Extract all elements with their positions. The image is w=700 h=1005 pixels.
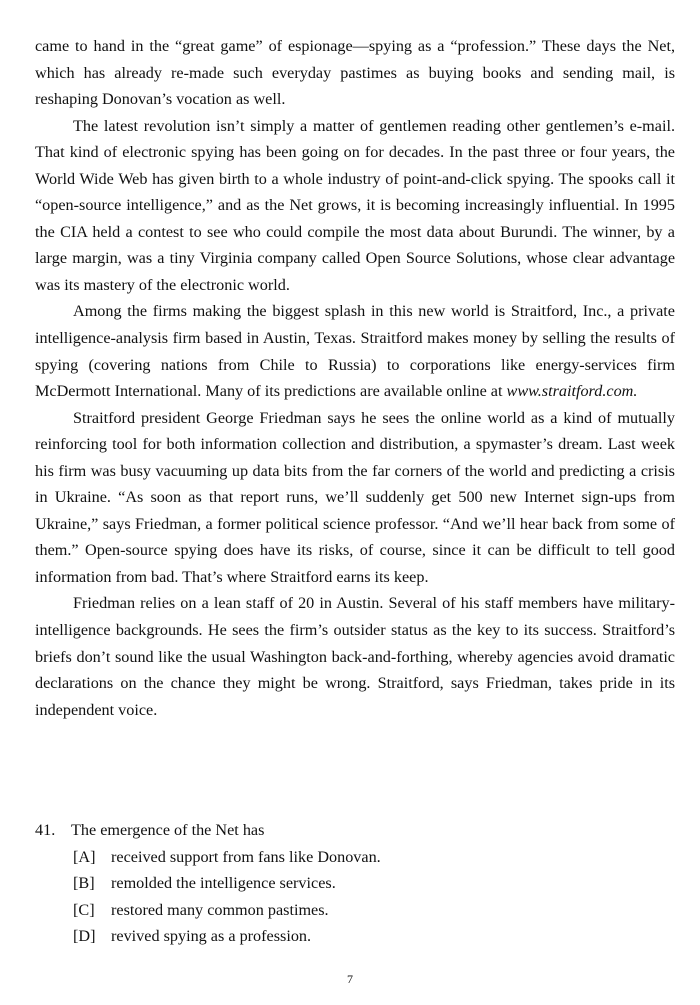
passage-paragraph-3 [35,298,675,404]
paragraph-text: Friedman relies on a lean staff of 20 in Austin. Several of his staff members have military-intelligence backgrounds. He sees the firm’s outsider status as the key to its success. Straitford’s briefs don’t sound like the usual Washington back-and-forthing, whereby agencies avoid dramatic declarations on the chance they might be wrong. Straitford, says Friedman, takes pride in its independent voice. [35,594,675,719]
answer-option-b [35,870,675,897]
question-stem-text: The emergence of the Net has [71,821,265,839]
page-number: 7 [347,972,353,986]
answer-option-a [35,844,675,871]
passage-paragraph-4 [35,405,675,591]
option-letter: [B] [73,874,95,892]
paragraph-text: The latest revolution isn’t simply a matter of gentlemen reading other gentlemen’s e-mail. That kind of electronic spying has been going on for decades. In the past three or four years, the World Wide Web has given birth to a whole industry of point-and-click spying. The spooks call it “open-source intelligence,” and as the Net grows, it is becoming increasingly influential. In 1995 the CIA held a contest to see who could compile the most data about Burundi. The winner, by a large margin, was a tiny Virginia company called Open Source Solutions, whose clear advantage was its mastery of the electronic world. [35,116,675,294]
paragraph-text: came to hand in the “great game” of espionage—spying as a “profession.” These days the Net, which has already re-made such everyday pastimes as buying books and sending mail, is reshaping Donovan’s vocation as well. [35,37,675,109]
answer-options [35,844,675,950]
option-letter: [D] [73,927,96,945]
paragraph-text: Among the firms making the biggest splash in this new world is Straitford, Inc., a private intelligence-analysis firm based in Austin, Texas. Straitford makes money by selling the results of spying (covering nations from Chile to Russia) to corporations like energy-services firm McDermott International. Many of its predictions are available online at [35,302,675,401]
answer-option-c [35,897,675,924]
passage-paragraph-5 [35,590,675,723]
option-text: received support from fans like Donovan. [111,847,381,866]
option-text: restored many common pastimes. [111,900,329,919]
option-text: remolded the intelligence services. [111,874,336,892]
reading-passage [35,33,675,723]
question-number: 41. [35,821,56,839]
question-41 [35,817,675,950]
option-letter: [A] [73,847,96,866]
paragraph-text: Straitford president George Friedman says he sees the online world as a kind of mutually reinforcing tool for both information collection and distribution, a spymaster’s dream. Last week his firm was busy vacuuming up data bits from the far corners of the world and predicting a crisis in Ukraine. “As soon as that report runs, we’ll suddenly get 500 new Internet sign-ups from Ukraine,” says Friedman, a former political science professor. “And we’ll hear back from some of them.” Open-source spying does have its risks, of course, since it can be difficult to tell good information from bad. That’s where Straitford earns its keep. [35,408,675,586]
website-url: www.straitford.com. [506,382,638,401]
passage-paragraph-1 [35,33,675,113]
option-text: revived spying as a profession. [111,927,312,945]
answer-option-d [35,923,675,950]
question-stem [35,817,675,844]
option-letter: [C] [73,900,95,919]
passage-paragraph-2 [35,113,675,299]
